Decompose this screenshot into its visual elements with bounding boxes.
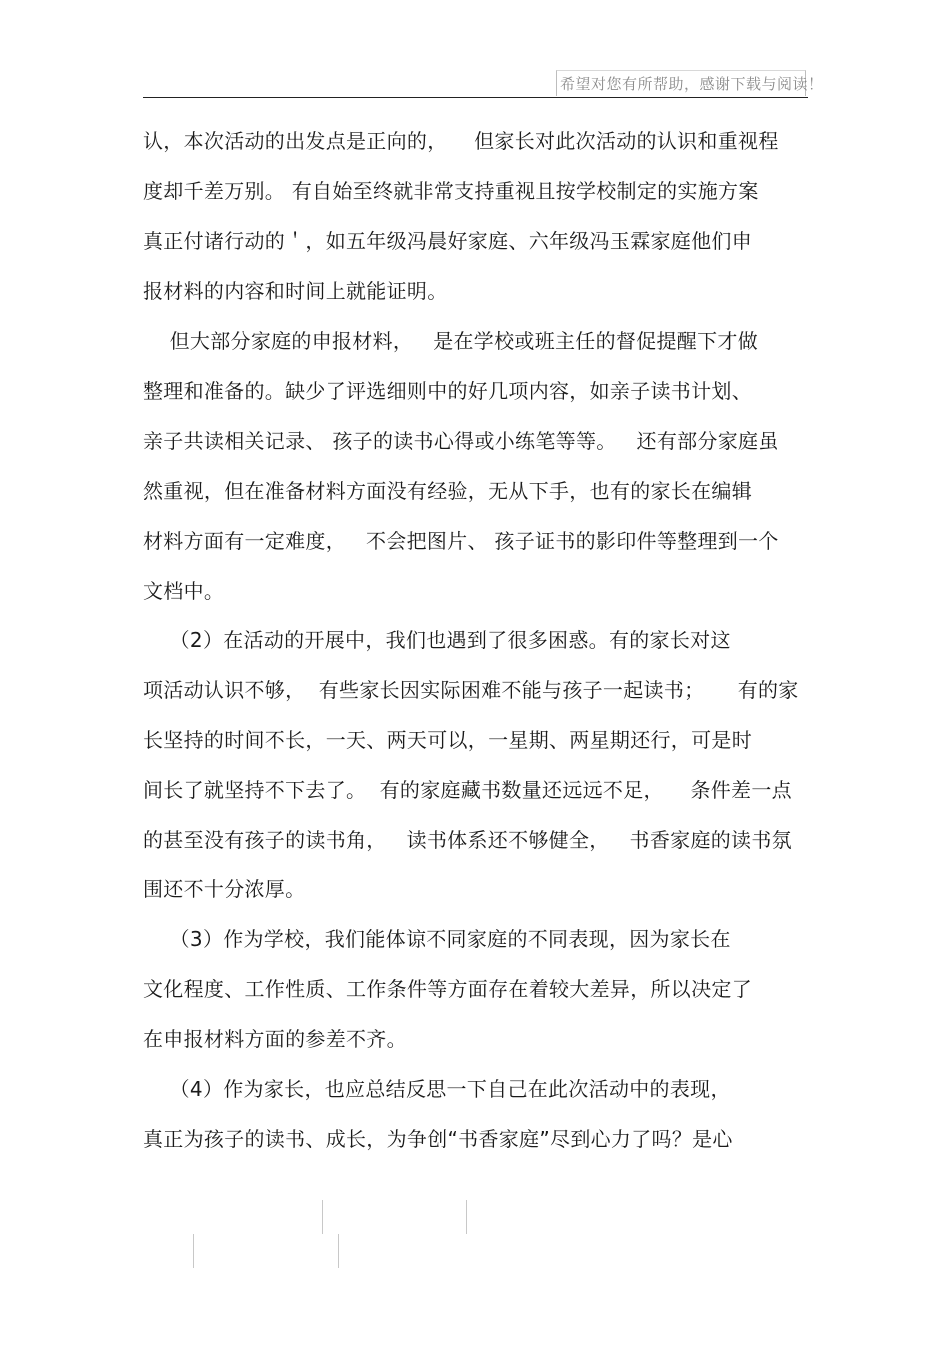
body-line: 项活动认识不够， 有些家长因实际困难不能与孩子一起读书； 有的家 xyxy=(143,678,799,702)
faint-vertical-mark xyxy=(338,1234,339,1268)
body-line: 间长了就坚持不下去了。 有的家庭藏书数量还远远不足， 条件差一点 xyxy=(143,778,792,802)
body-line: 长坚持的时间不长，一天、两天可以，一星期、两星期还行，可是时 xyxy=(143,728,752,752)
body-line: 真正为孩子的读书、成长，为争创“书香家庭”尽到心力了吗？是心 xyxy=(143,1127,733,1151)
body-line: 然重视，但在准备材料方面没有经验，无从下手，也有的家长在编辑 xyxy=(143,479,752,503)
body-line: 文化程度、工作性质、工作条件等方面存在着较大差异，所以决定了 xyxy=(143,977,752,1001)
body-line: 的甚至没有孩子的读书角， 读书体系还不够健全， 书香家庭的读书氛 xyxy=(143,828,792,852)
body-line: 整理和准备的。缺少了评选细则中的好几项内容，如亲子读书计划、 xyxy=(143,379,752,403)
body-line: 真正付诸行动的＇，如五年级冯晨好家庭、六年级冯玉霖家庭他们申 xyxy=(143,229,752,253)
body-line: （2）在活动的开展中，我们也遇到了很多困惑。有的家长对这 xyxy=(143,628,731,652)
header-divider xyxy=(143,97,808,98)
body-line: 亲子共读相关记录、 孩子的读书心得或小练笔等等。 还有部分家庭虽 xyxy=(143,429,779,453)
body-line: 认，本次活动的出发点是正向的， 但家长对此次活动的认识和重视程 xyxy=(143,129,779,153)
body-line: 度却千差万别。 有自始至终就非常支持重视且按学校制定的实施方案 xyxy=(143,179,759,203)
body-line: （3）作为学校，我们能体谅不同家庭的不同表现，因为家长在 xyxy=(143,927,731,951)
faint-vertical-mark xyxy=(322,1200,323,1234)
body-line: 但大部分家庭的申报材料， 是在学校或班主任的督促提醒下才做 xyxy=(143,329,759,353)
body-line: 文档中。 xyxy=(143,579,225,603)
body-line: 围还不十分浓厚。 xyxy=(143,877,306,901)
body-line: （4）作为家长，也应总结反思一下自己在此次活动中的表现， xyxy=(143,1077,731,1101)
body-line: 材料方面有一定难度， 不会把图片、 孩子证书的影印件等整理到一个 xyxy=(143,529,779,553)
body-line: 在申报材料方面的参差不齐。 xyxy=(143,1027,407,1051)
body-line: 报材料的内容和时间上就能证明。 xyxy=(143,279,448,303)
header-note: 希望对您有所帮助，感谢下载与阅读！ xyxy=(560,75,824,93)
faint-vertical-mark xyxy=(193,1234,194,1268)
faint-vertical-mark xyxy=(466,1200,467,1234)
